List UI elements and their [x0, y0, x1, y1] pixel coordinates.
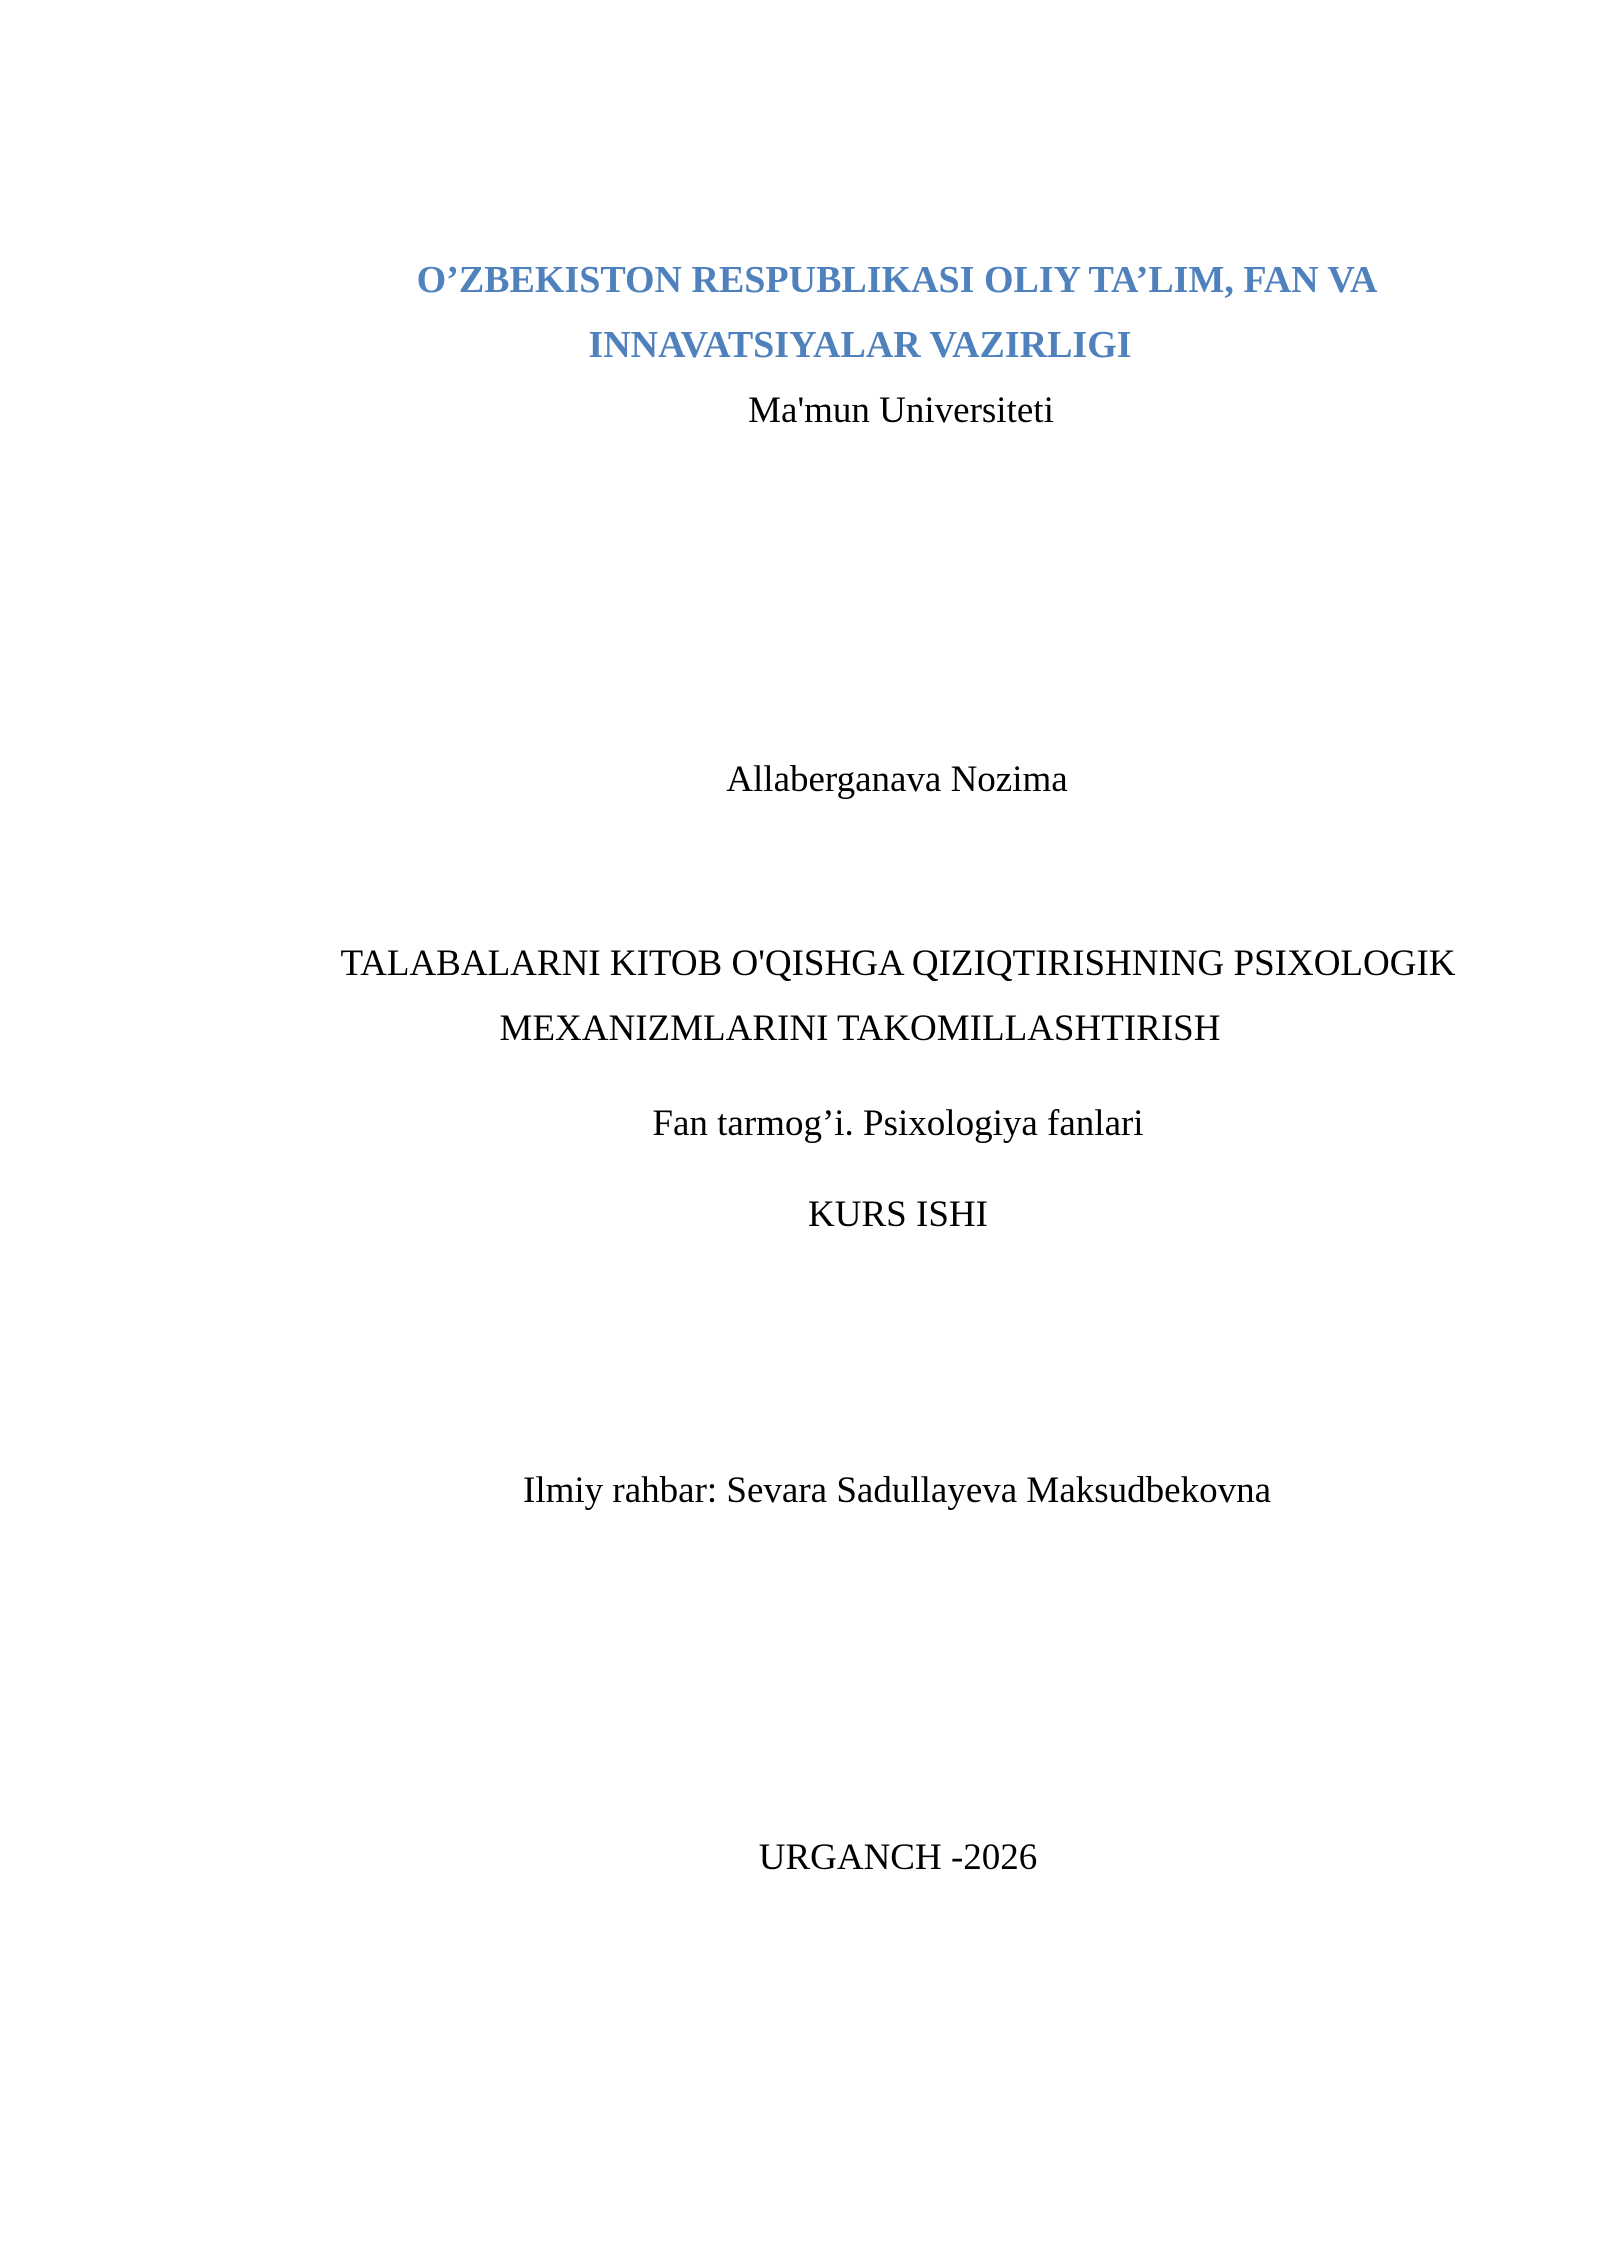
- field-of-study: Fan tarmog’i. Psixologiya fanlari: [652, 1103, 1144, 1144]
- thesis-title-line2: MEXANIZMLARINI TAKOMILLASHTIRISH: [499, 1008, 1221, 1049]
- ministry-heading-line1: O’ZBEKISTON RESPUBLIKASI OLIY TA’LIM, FAN VA: [416, 259, 1378, 301]
- thesis-title-line1: TALABALARNI KITOB O'QISHGA QIZIQTIRISHNING PSIXOLOGIK: [340, 943, 1456, 984]
- supervisor: Ilmiy rahbar: Sevara Sadullayeva Maksudbekovna: [523, 1470, 1271, 1511]
- university-name: Ma'mun Universiteti: [748, 390, 1054, 431]
- ministry-heading-line2: INNAVATSIYALAR VAZIRLIGI: [588, 324, 1132, 366]
- work-type: KURS ISHI: [808, 1194, 988, 1235]
- place-year: URGANCH -2026: [758, 1837, 1038, 1878]
- author-name: Allaberganava Nozima: [726, 759, 1068, 800]
